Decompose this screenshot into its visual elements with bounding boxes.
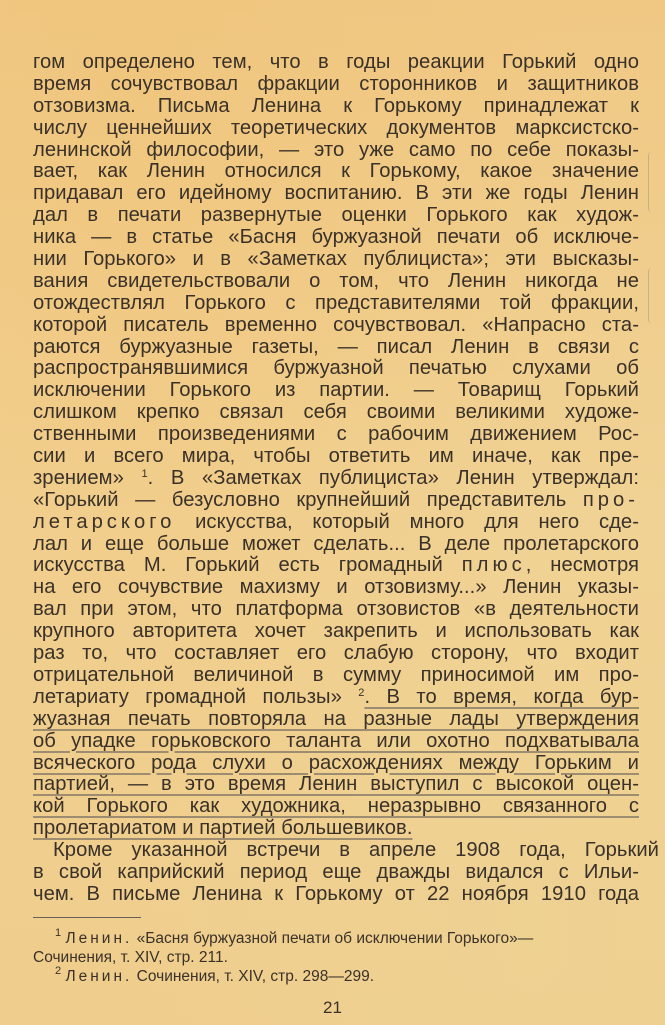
text-line: слишком крепко связал себя своими великими художе- [33, 401, 639, 424]
text-line: исключении Горького из партии. — Товарищ Горький [33, 379, 639, 402]
text-line: отзовизма. Письма Ленина к Горькому принадлежат к [33, 94, 639, 117]
text-line: распространявшимися буржуазной печатью слухами об [33, 357, 639, 380]
quote-end: зрением» [33, 466, 124, 489]
text-line: гом определено тем, что в годы реакции Горький одно [33, 51, 639, 73]
text-line: вания свидетельствовали о том, что Ленин никогда не [33, 269, 639, 292]
text-line: сии и всего мира, чтобы ответить им иначе, как пре- [33, 445, 639, 468]
emphasized-word: летарского [33, 510, 176, 533]
pencil-underlined-line: кой Горького как художника, неразрывно связанного с [33, 795, 639, 818]
text-line: крупного авторитета хочет закрепить и использовать как [33, 620, 639, 643]
text-line: ленинской философии, — это уже само по себе показы- [33, 138, 639, 161]
footnote-1: $^1$ Ленин. «Басня буржуазной печати об исключении Горького»— [55, 927, 534, 947]
footnote-author: Ленин. [65, 968, 133, 985]
footnote-ref-1[interactable]: 1 [141, 467, 148, 480]
text-line: «Горький — безусловно крупнейший представитель про- [33, 488, 639, 511]
text-line: дал в печати развернутые оценки Горького как худож- [33, 204, 639, 227]
emphasized-word: про- [582, 488, 639, 511]
pencil-underlined-line: жуазная печать повторяла на разные лады утверждения [33, 707, 639, 730]
footnotes [33, 929, 639, 986]
text-line: искусства М. Горький есть громадный плюс, несмотря [33, 554, 639, 577]
text-line: ника — в статье «Басня буржуазной печати об исключе- [33, 226, 639, 249]
emphasized-word: плюс [461, 554, 526, 577]
body-text [33, 51, 659, 906]
text-line: отождествлял Горького с представителями той фракции, [33, 291, 639, 314]
footnote-author: Ленин. [65, 930, 133, 947]
footnote-1-continuation: Сочинения, т. XIV, стр. 211. [33, 949, 228, 966]
paragraph-start: Кроме указанной встречи в апреле 1908 года, Горький [53, 839, 659, 862]
text-line: летарского искусства, который много для него сде- [33, 510, 639, 533]
pencil-underlined-line: об упадке горьковского таланта или охотно подхватывала [33, 729, 639, 752]
text-line: вал при этом, что платформа отзовистов «в деятельности [33, 598, 639, 621]
text-line: зрением» $^1$. В «Заметках публициста» Ленин утверждал: [33, 466, 639, 489]
text-line: придавал его идейному воспитанию. В эти же годы Ленин [33, 182, 639, 205]
text-line: чем. В письме Ленина к Горькому от 22 ноября 1910 года [33, 882, 639, 905]
pencil-margin-mark [648, 152, 655, 212]
text-line: раются буржуазные газеты, — писал Ленин в связи с [33, 335, 639, 358]
text-line: летариату громадной пользы» $^2$. В то время, когда бур- [33, 685, 639, 708]
text-line: которой писатель временно сочувствовал. «Напрасно ста- [33, 313, 639, 336]
text-line: в свой каприйский период еще дважды видался с Ильи- [33, 860, 639, 883]
footnote-divider [33, 917, 141, 918]
text-line: числу ценнейших теоретических документов марксистско- [33, 116, 639, 139]
text-line: отрицательной величиной в сумму приносимой им про- [33, 663, 639, 686]
footnote-2: $^2$ Ленин. Сочинения, т. XIV, стр. 298—299. [55, 965, 375, 985]
page-number: 21 [323, 998, 342, 1017]
text-line: ственными произведениями с рабочим движением Рос- [33, 423, 639, 446]
text-line: на его сочувствие махизму и отзовизму...» Ленин указы- [33, 576, 639, 599]
text-line: раз то, что составляет его слабую сторону, что входит [33, 642, 639, 665]
pencil-underlined-line: пролетариатом и партией большевиков. [33, 817, 413, 840]
text-line: вает, как Ленин относился к Горькому, какое значение [33, 160, 639, 183]
pencil-underlined-text: . В то время, когда бур- [364, 685, 639, 708]
text-line: нии Горького» и в «Заметках публициста»; эти высказы- [33, 248, 639, 271]
pencil-margin-mark [648, 268, 655, 323]
book-page [33, 51, 659, 906]
quote-continuation: В «Заметках публициста» Ленин утверждал: [170, 466, 639, 489]
text-line: время сочувствовал фракции сторонников и защитников [33, 72, 639, 95]
footnote-ref-2[interactable]: 2 [358, 686, 365, 699]
pencil-underlined-line: всяческого рода слухи о расхождениях между Горьким и [33, 751, 639, 774]
pencil-underlined-line: партией, — в это время Ленин выступил с высокой оцен- [33, 773, 639, 796]
text-line: лал и еще больше может сделать... В деле пролетарского [33, 532, 639, 555]
